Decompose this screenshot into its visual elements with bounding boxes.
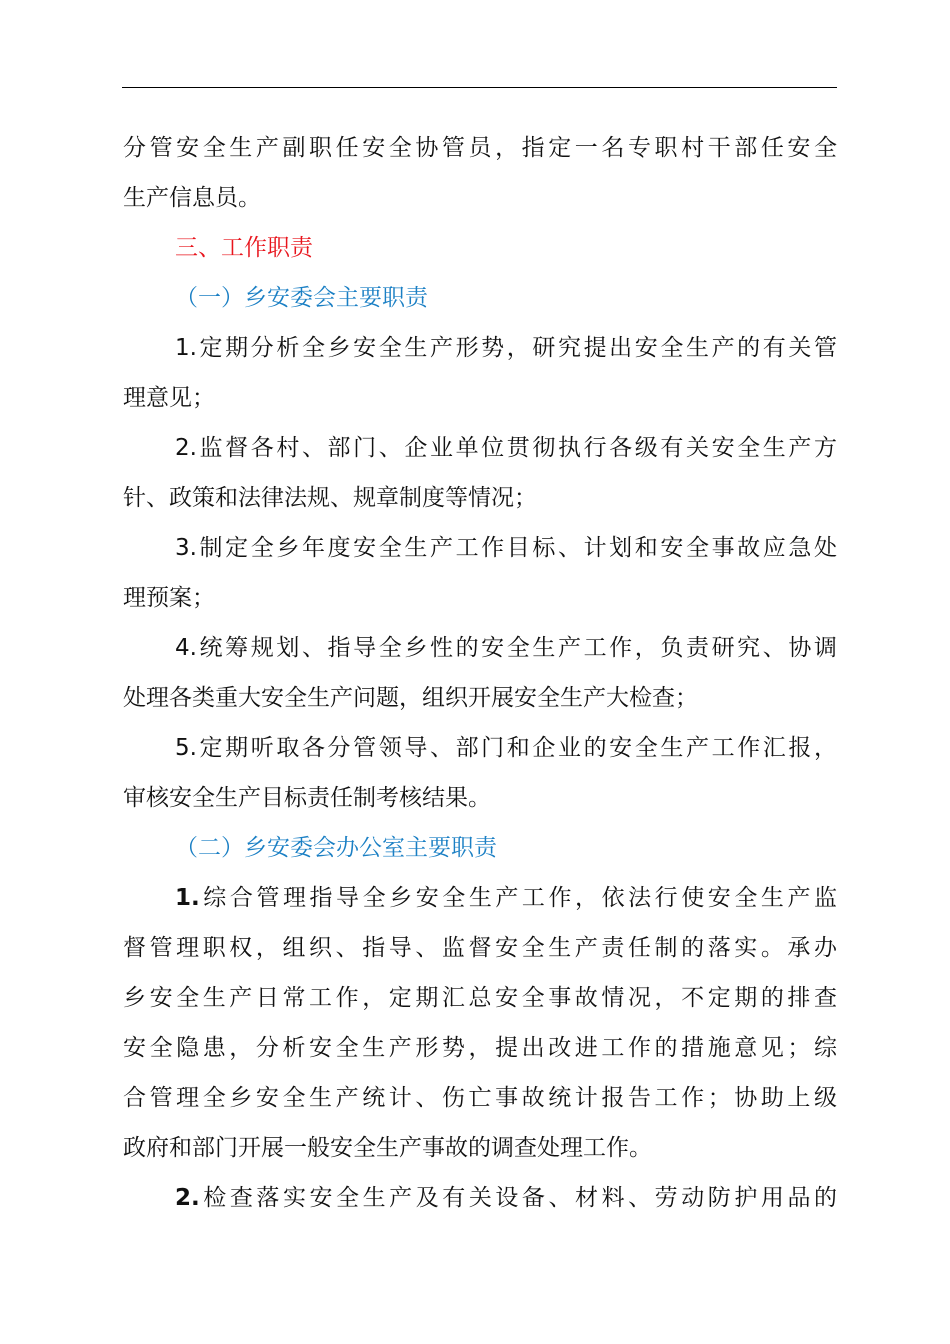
text-line [123, 373, 837, 423]
line-text: 检查落实安全生产及有关设备、材料、劳动防护用品的 [199, 1185, 837, 1211]
text-line [123, 523, 837, 573]
line-text: 理预案； [123, 585, 215, 611]
line-text: 分管安全生产副职任安全协管员，指定一名专职村干部任安全 [123, 135, 837, 161]
item-number: 1. [175, 885, 200, 911]
line-text: （一）乡安委会主要职责 [175, 285, 428, 311]
line-text: 政府和部门开展一般安全生产事故的调查处理工作。 [123, 1135, 652, 1161]
text-line [123, 573, 837, 623]
line-text: 3.制定全乡年度安全生产工作目标、计划和安全事故应急处 [175, 535, 837, 561]
line-text: 合管理全乡安全生产统计、伤亡事故统计报告工作；协助上级 [123, 1085, 837, 1111]
text-line [123, 123, 837, 173]
document-body [123, 123, 837, 1223]
line-text: 安全隐患，分析安全生产形势，提出改进工作的措施意见；综 [123, 1035, 837, 1061]
line-text: 审核安全生产目标责任制考核结果。 [123, 785, 491, 811]
line-text: 综合管理指导全乡安全生产工作，依法行使安全生产监 [199, 885, 837, 911]
text-line [123, 1023, 837, 1073]
text-line [123, 423, 837, 473]
text-line [123, 323, 837, 373]
line-text: 1.定期分析全乡安全生产形势，研究提出安全生产的有关管 [175, 335, 837, 361]
line-text: 乡安全生产日常工作，定期汇总安全事故情况，不定期的排查 [123, 985, 837, 1011]
header-rule [122, 87, 837, 88]
heading [123, 223, 837, 273]
line-text: 2.监督各村、部门、企业单位贯彻执行各级有关安全生产方 [175, 435, 837, 461]
text-line [123, 623, 837, 673]
text-line [123, 173, 837, 223]
text-line [123, 973, 837, 1023]
line-text: 三、工作职责 [175, 235, 313, 261]
text-line [123, 1173, 837, 1223]
text-line [123, 1123, 837, 1173]
line-text: 生产信息员。 [123, 185, 261, 211]
subheading [123, 823, 837, 873]
subheading [123, 273, 837, 323]
text-line [123, 923, 837, 973]
line-text: 5.定期听取各分管领导、部门和企业的安全生产工作汇报， [175, 735, 837, 761]
text-line [123, 1073, 837, 1123]
line-text: 针、政策和法律法规、规章制度等情况； [123, 485, 537, 511]
text-line [123, 473, 837, 523]
line-text: 处理各类重大安全生产问题，组织开展安全生产大检查； [123, 685, 698, 711]
line-text: 督管理职权，组织、指导、监督安全生产责任制的落实。承办 [123, 935, 837, 961]
text-line [123, 773, 837, 823]
text-line [123, 873, 837, 923]
line-text: （二）乡安委会办公室主要职责 [175, 835, 497, 861]
line-text: 理意见； [123, 385, 215, 411]
line-text: 4.统筹规划、指导全乡性的安全生产工作，负责研究、协调 [175, 635, 837, 661]
text-line [123, 673, 837, 723]
text-line [123, 723, 837, 773]
item-number: 2. [175, 1185, 200, 1211]
